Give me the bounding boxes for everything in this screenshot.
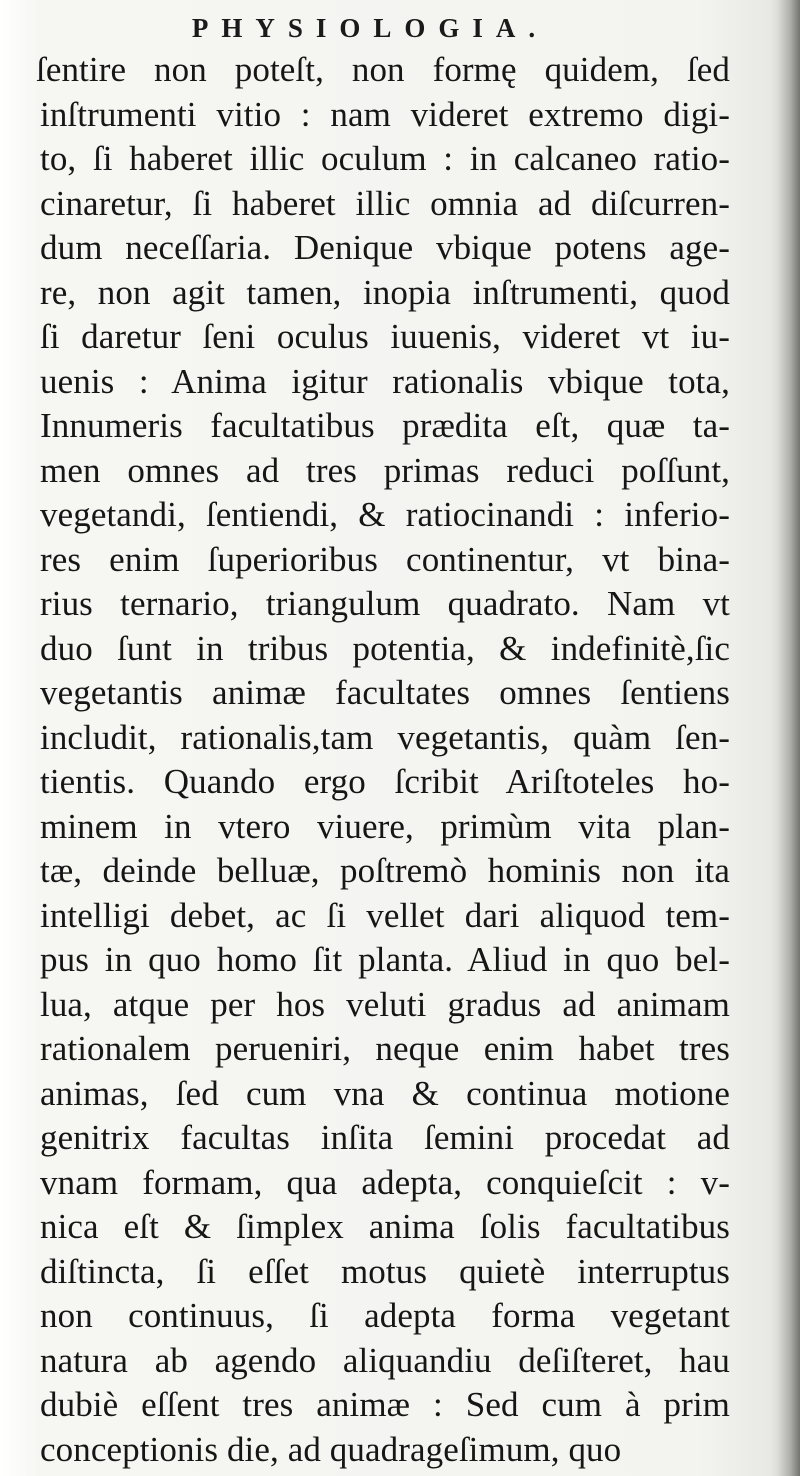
text-line: non continuus, ſi adepta forma vegetant xyxy=(40,1296,730,1335)
text-line: men omnes ad tres primas reduci poſſunt, xyxy=(40,450,730,490)
text-line: intelligi debet, ac ſi vellet dari aliquod tem- xyxy=(40,895,730,935)
running-head: PHYSIOLOGIA. xyxy=(191,13,549,43)
text-line: natura ab agendo aliquandiu deſiſteret, hau xyxy=(40,1340,730,1380)
text-line: genitrix facultas inſita ſemini procedat ad xyxy=(40,1118,730,1157)
text-line: re, non agit tamen, inopia inſtrumenti, quod xyxy=(40,272,730,312)
body-text xyxy=(36,48,730,1472)
text-line: dum neceſſaria. Denique vbique potens age- xyxy=(40,228,730,267)
text-line: duo ſunt in tribus potentia, & indefinitè,ſic xyxy=(40,628,730,668)
text-line: pus in quo homo ſit planta. Aliud in quo bel- xyxy=(40,940,730,979)
text-line: conceptionis die, ad quadrageſimum, quo xyxy=(40,1429,622,1469)
text-line: cinaretur, ſi haberet illic omnia ad diſcurren- xyxy=(40,183,730,223)
text-line: vnam formam, qua adepta, conquieſcit : v- xyxy=(40,1162,730,1202)
text-line: ſentire non poteſt, non formę quidem, ſed xyxy=(36,50,730,89)
page-edge-shadow xyxy=(778,0,800,1476)
text-line: tæ, deinde belluæ, poſtremò hominis non ita xyxy=(40,851,730,890)
text-line: ſi daretur ſeni oculus iuuenis, videret vt iu- xyxy=(40,317,730,356)
text-line: minem in vtero viuere, primùm vita plan- xyxy=(40,806,730,846)
text-line: lua, atque per hos veluti gradus ad animam xyxy=(40,984,730,1024)
text-line: vegetantis animæ facultates omnes ſentiens xyxy=(40,673,730,712)
text-line: Innumeris facultatibus prædita eſt, quæ ta- xyxy=(40,406,730,445)
text-line: res enim ſuperioribus continentur, vt bina- xyxy=(40,539,730,579)
text-line: rationalem perueniri, neque enim habet tres xyxy=(40,1029,730,1068)
text-line: vegetandi, ſentiendi, & ratiocinandi : inferio- xyxy=(40,495,730,534)
text-line: inſtrumenti vitio : nam videret extremo digi- xyxy=(40,94,730,134)
text-line: rius ternario, triangulum quadrato. Nam vt xyxy=(40,584,730,623)
text-line: diſtincta, ſi eſſet motus quietè interruptus xyxy=(40,1251,730,1291)
text-line: uenis : Anima igitur rationalis vbique tota, xyxy=(40,361,730,401)
text-line: nica eſt & ſimplex anima ſolis facultatibus xyxy=(40,1207,730,1246)
text-line: animas, ſed cum vna & continua motione xyxy=(40,1073,730,1113)
text-line: to, ſi haberet illic oculum : in calcaneo ratio- xyxy=(40,139,730,178)
text-line: tientis. Quando ergo ſcribit Ariſtoteles ho- xyxy=(40,762,730,801)
text-line: dubiè eſſent tres animæ : Sed cum à prim xyxy=(40,1385,730,1424)
text-line: includit, rationalis,tam vegetantis, quàm ſen- xyxy=(40,717,730,757)
